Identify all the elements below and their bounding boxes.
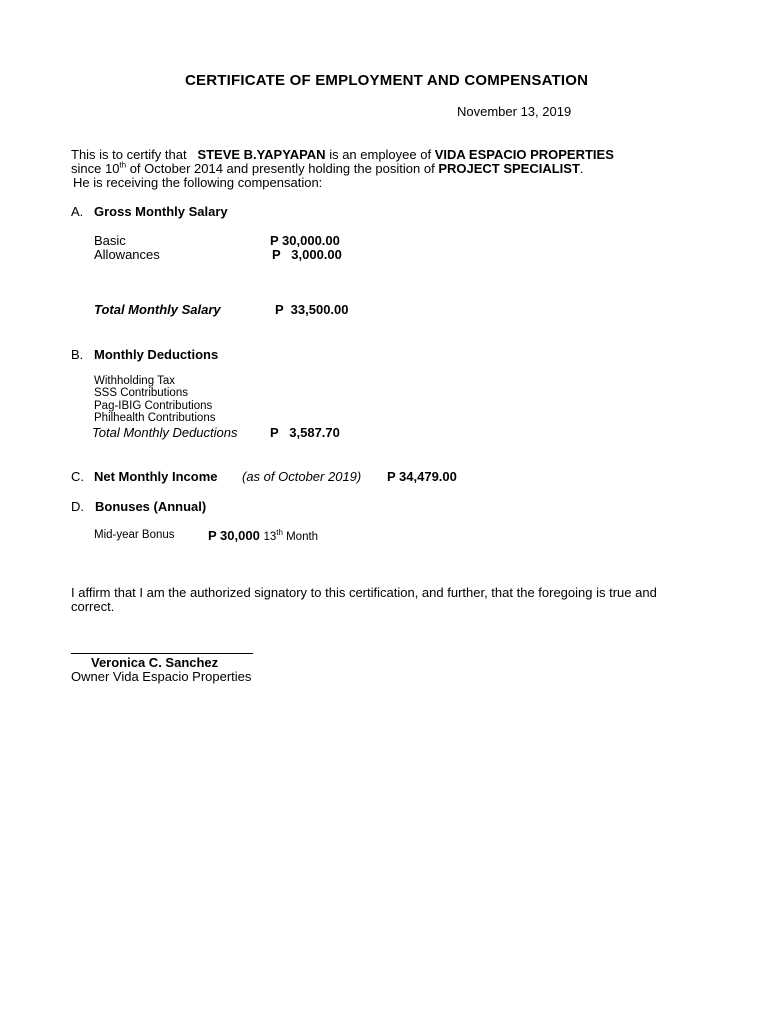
basic-label: Basic xyxy=(94,233,126,248)
net-income-note: (as of October 2019) xyxy=(242,469,362,484)
section-b-heading: Monthly Deductions xyxy=(94,347,219,362)
thirteenth-sup: th xyxy=(276,528,283,538)
allowances-value: P 3,000.00 xyxy=(272,247,342,262)
bonus-line xyxy=(208,528,318,543)
intro-line-2 xyxy=(71,161,584,176)
total-deductions-value: P 3,587.70 xyxy=(270,425,340,440)
signatory-name: Veronica C. Sanchez xyxy=(91,655,219,670)
deduction-sss: SSS Contributions xyxy=(94,387,188,399)
net-income-value: P 34,479.00 xyxy=(387,469,457,484)
thirteenth-num: 13 xyxy=(263,531,277,543)
total-deductions-label: Total Monthly Deductions xyxy=(92,425,238,440)
section-d-letter: D. xyxy=(71,499,84,514)
intro-middle: is an employee of xyxy=(329,147,432,162)
section-d-heading: Bonuses (Annual) xyxy=(95,499,207,514)
intro-prefix: This is to certify that xyxy=(71,147,187,162)
total-monthly-salary-label: Total Monthly Salary xyxy=(94,302,221,317)
intro-rest: of October 2014 and presently holding the position of xyxy=(126,161,439,176)
deduction-philhealth: Philhealth Contributions xyxy=(94,412,216,424)
signature-line xyxy=(71,653,253,654)
intro-since-sup: th xyxy=(119,160,127,170)
company-name: VIDA ESPACIO PROPERTIES xyxy=(434,147,614,162)
document-title: CERTIFICATE OF EMPLOYMENT AND COMPENSATION xyxy=(185,72,589,89)
affirmation-line-1: I affirm that I am the authorized signatory to this certification, and further, that the foregoing is true and xyxy=(71,585,657,600)
document-date: November 13, 2019 xyxy=(457,104,572,119)
section-c-letter: C. xyxy=(71,469,84,484)
deduction-withholding-tax: Withholding Tax xyxy=(94,375,175,387)
section-a-letter: A. xyxy=(71,204,84,219)
thirteenth-rest: Month xyxy=(282,531,319,543)
mid-year-bonus-label: Mid-year Bonus xyxy=(94,529,175,541)
deduction-pag-ibig: Pag-IBIG Contributions xyxy=(94,400,213,412)
employee-name: STEVE B.YAPYAPAN xyxy=(197,147,326,162)
intro-end: . xyxy=(579,161,584,176)
total-monthly-salary-value: P 33,500.00 xyxy=(275,302,349,317)
affirmation-line-2: correct. xyxy=(71,599,115,614)
basic-value: P 30,000.00 xyxy=(270,233,340,248)
section-a-heading: Gross Monthly Salary xyxy=(94,204,228,219)
intro-line-1 xyxy=(71,147,614,162)
allowances-label: Allowances xyxy=(94,247,160,262)
signatory-title: Owner Vida Espacio Properties xyxy=(71,669,252,684)
section-b-letter: B. xyxy=(71,347,84,362)
intro-since: since 10 xyxy=(71,161,120,176)
section-c-heading: Net Monthly Income xyxy=(94,469,218,484)
thirteenth-month-label xyxy=(263,528,319,543)
mid-year-bonus-value: P 30,000 xyxy=(208,528,260,543)
position-title: PROJECT SPECIALIST xyxy=(438,161,580,176)
intro-line-3: He is receiving the following compensation: xyxy=(73,175,323,190)
